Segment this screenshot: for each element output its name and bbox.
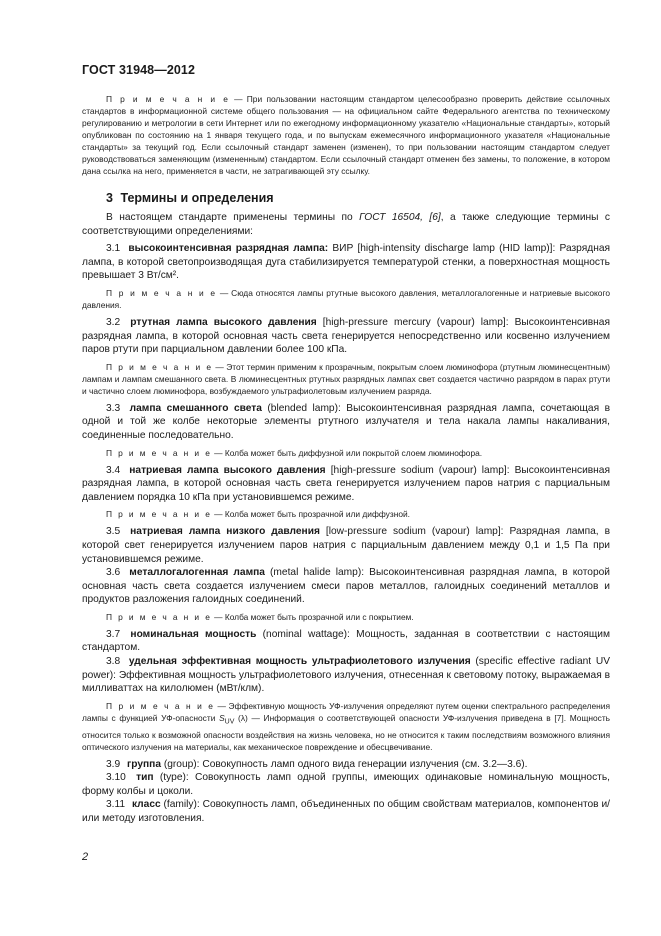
- term-3-7: [82, 628, 610, 655]
- note-3-3: [82, 447, 610, 459]
- term-name: класс: [131, 799, 161, 811]
- term-3-2: [82, 316, 610, 357]
- term-definition: ВИР [high-intensity discharge lamp (HID lamp)]: Разрядная лампа, в которой светопроизводящая дуга стабилизируется температурой стенки, а поверхностная мощность превышает 3 Вт/см².: [82, 243, 611, 282]
- note-text-end: (λ) — Информация о соответствующей опасности УФ-излучения приведена в [7]. Мощность относится только к возможной опасности воздействия на жизнь человека, но не относится к таким последствиям возможного влияния оптического излучения на материалы, как механическое повреждение и обесцвечивание.: [82, 712, 611, 752]
- term-3-10: [82, 771, 610, 798]
- page-content: [82, 93, 610, 829]
- term-3-9: [82, 758, 610, 772]
- note-3-4: [82, 508, 610, 520]
- term-name: натриевая лампа низкого давления: [130, 526, 320, 538]
- note-3-1: [82, 287, 610, 311]
- section-title: Термины и определения: [120, 191, 274, 205]
- section-intro: [82, 211, 610, 238]
- note-label: П р и м е ч а н и е: [106, 287, 217, 298]
- term-definition: [high-pressure mercury (vapour) lamp]: Высокоинтенсивная разрядная лампа, в которой основная часть света генерируется непосредственно или косвенно излучением паров ртути при парциальном давлении более 100 кПа.: [82, 316, 610, 356]
- note-text: — Колба может быть диффузной или покрытой слоем люминофора.: [211, 447, 483, 458]
- term-number: 3.1: [106, 243, 121, 255]
- term-definition: (specific effective radiant UV power): Эффективная мощность ультрафиолетового излучения, отнесенная к световому потоку, выражаемая в милливаттах на килолюмен (мВт/клм).: [82, 656, 610, 695]
- term-number: 3.9: [106, 758, 121, 770]
- term-name: удельная эффективная мощность ультрафиолетового излучения: [128, 656, 471, 668]
- note-label: П р и м е ч а н и е: [106, 94, 230, 104]
- term-name: ртутная лампа высокого давления: [130, 316, 317, 328]
- term-number: 3.7: [106, 628, 121, 640]
- term-name: высокоинтенсивная разрядная лампа:: [128, 243, 329, 255]
- term-number: 3.4: [106, 464, 121, 476]
- note-label: П р и м е ч а н и е: [106, 447, 212, 458]
- term-name: тип: [136, 772, 154, 784]
- note-text: — Эффективную мощность УФ-излучения определяют путем оценки спектрального распределения лампы с функцией УФ-опасности: [82, 700, 610, 723]
- term-number: 3.6: [106, 567, 121, 579]
- note-label: П р и м е ч а н и е: [106, 361, 213, 372]
- term-name: группа: [127, 758, 161, 770]
- term-definition: (family): Совокупность ламп, объединенных по общим свойствам материалов, компонентов и/или методу изготовления.: [82, 799, 610, 824]
- note-label: П р и м е ч а н и е: [106, 509, 212, 520]
- note-text: — Колба может быть прозрачной или диффузной.: [211, 509, 410, 520]
- term-name: номинальная мощность: [130, 628, 257, 640]
- note-3-8: [82, 700, 610, 753]
- term-3-11: [82, 798, 610, 825]
- standard-reference: ГОСТ 16504, [6]: [359, 212, 441, 223]
- term-name: металлогалогенная лампа: [129, 567, 265, 579]
- note-3-6: [82, 611, 610, 623]
- term-number: 3.2: [106, 316, 121, 328]
- term-3-6: [82, 566, 610, 607]
- term-number: 3.5: [106, 526, 121, 538]
- term-3-5: [82, 525, 610, 566]
- term-number: 3.10: [106, 772, 126, 784]
- note-text: — Этот термин применим к прозрачным, покрытым слоем люминофора (ртутным люминесцентным) лампам и лампам смешанного света. В люминесцентных ртутных разрядных лампах свет создается частично разрядом в парах ртути и частично слоем люминофора, возбуждаемого ультрафиолетовым излучением разряда.: [82, 361, 611, 396]
- section-number: 3: [106, 191, 113, 205]
- term-definition: (group): Совокупность ламп одного вида генерации излучения (см. 3.2—3.6).: [161, 758, 528, 770]
- uv-hazard-symbol: S: [219, 712, 225, 723]
- term-3-8: [82, 655, 610, 696]
- term-number: 3.3: [106, 402, 121, 414]
- term-number: 3.11: [106, 799, 126, 811]
- term-3-3: [82, 402, 610, 443]
- term-name: лампа смешанного света: [129, 402, 262, 414]
- note-label: П р и м е ч а н и е: [106, 700, 215, 711]
- note-text: — При пользовании настоящим стандартом целесообразно проверить действие ссылочных стандартов в информационной системе общего пользования — на официальном сайте Федерального агентства по техническому регулированию и метрологии в сети Интернет или по ежегодному информационному указателю «Национальные стандарты», который опубликован по состоянию на 1 января текущего года, и по выпускам ежемесячного информационного указателя «Национальные стандарты» за текущий год. Если ссылочный стандарт заменен (изменен), то при пользовании настоящим стандартом следует руководствоваться заменяющим (измененным) стандартом. Если ссылочный стандарт отменен без замены, то положение, в котором дана ссылка на него, применяется в части, не затрагивающей эту ссылку.: [82, 94, 610, 176]
- standard-header: ГОСТ 31948—2012: [82, 63, 196, 77]
- term-name: натриевая лампа высокого давления: [129, 464, 326, 476]
- term-3-1: [82, 242, 610, 283]
- section-heading: [106, 191, 610, 205]
- term-definition: (metal halide lamp): Высокоинтенсивная разрядная лампа, в которой основная часть света создается излучением смеси паров металлов, галоидных соединений металлов и продуктов разложения галоидных соединений.: [82, 567, 610, 606]
- note-text: — Колба может быть прозрачной или с покрытием.: [211, 611, 414, 622]
- intro-text: В настоящем стандарте применены термины по: [106, 212, 360, 223]
- note-3-2: [82, 361, 610, 397]
- term-3-4: [82, 464, 610, 505]
- intro-note: [82, 93, 610, 177]
- term-definition: (type): Совокупность ламп одной группы, имеющих одинаковые номинальную мощность, форму колбы и цоколи.: [82, 772, 610, 797]
- term-definition: [low-pressure sodium (vapour) lamp]: Разрядная лампа, в которой свет генерируется излучением паров натрия с парциальным давлением между 0,1 и 1,5 Па при установившемся режиме.: [82, 526, 610, 565]
- intro-text-end: , а также следующие термины с соответствующими определениями:: [82, 212, 611, 237]
- uv-hazard-subscript: UV: [224, 718, 235, 726]
- note-text: — Сюда относятся лампы ртутные высокого давления, металлогалогенные и натриевые высокого давления.: [82, 287, 610, 310]
- term-definition: (blended lamp): Высокоинтенсивная разрядная лампа, сочетающая в одной и той же колбе некоторые элементы ртутного излучателя и тела накала лампы накаливания, соединенные последовательно.: [82, 402, 610, 441]
- term-number: 3.8: [106, 656, 121, 668]
- term-definition: (nominal wattage): Мощность, заданная в соответствии с настоящим стандартом.: [82, 628, 610, 654]
- term-definition: [high-pressure sodium (vapour) lamp]: Высокоинтенсивная разрядная лампа, в которой основная часть света генерируется излучением паров натрия с парциальным давлением порядка 10 кПа при установившемся режиме.: [82, 464, 610, 503]
- note-label: П р и м е ч а н и е: [106, 611, 212, 622]
- page-number: 2: [82, 851, 89, 863]
